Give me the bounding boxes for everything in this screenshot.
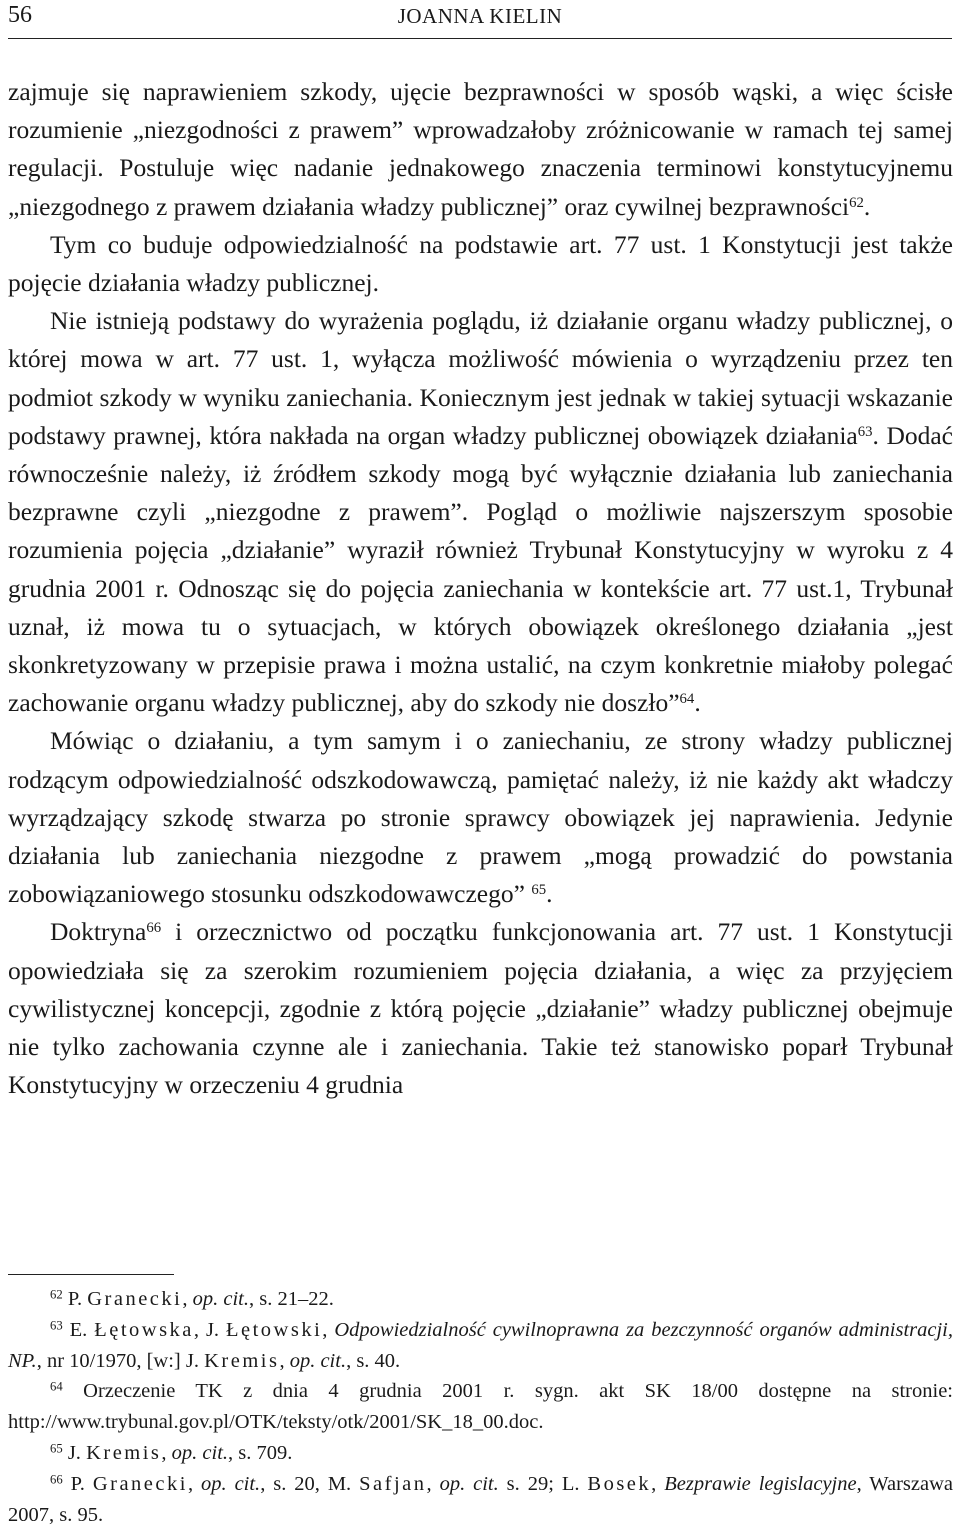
footnote-ref: 63 bbox=[857, 423, 873, 440]
text-segment: Odpowiedzialność cywilnoprawna za bezczynność organów administracji, NP. bbox=[8, 1318, 954, 1372]
text-segment: Granecki bbox=[92, 1472, 188, 1495]
text-segment: op. cit. bbox=[192, 1288, 249, 1310]
text-segment: P. bbox=[62, 1288, 88, 1310]
text-segment: . bbox=[546, 879, 553, 909]
footnotes bbox=[8, 1284, 953, 1530]
footnote-ref: 64 bbox=[50, 1380, 63, 1395]
paragraph bbox=[8, 73, 953, 226]
text-segment: Mówiąc o działaniu, a tym samym i o zaniechaniu, ze strony władzy publicznej rodzącym odpowiedzialność odszkodowawczą, pamiętać należy, iż nie każdy akt władczy wyrządzający szkodę stwarza po stronie sprawcy obowiązek jej naprawienia. Jedynie działania lub zaniechania niezgodne z prawem „mogą prowadzić do powstania zobowiązaniowego stosunku odszkodowawczego” bbox=[8, 726, 953, 909]
text-segment: op. cit. bbox=[201, 1472, 261, 1495]
footnote-ref: 63 bbox=[50, 1318, 63, 1333]
text-segment: Kremis bbox=[204, 1349, 280, 1372]
text-segment: , nr 10/1970, [w:] J. bbox=[36, 1349, 205, 1372]
text-segment: , bbox=[426, 1472, 440, 1495]
text-segment: Doktryna bbox=[50, 917, 147, 947]
footnote-ref: 65 bbox=[50, 1441, 63, 1456]
text-segment: E. bbox=[62, 1318, 95, 1341]
text-segment: Łętowski bbox=[225, 1318, 323, 1341]
running-head: JOANNA KIELIN bbox=[397, 4, 563, 28]
text-segment: zajmuje się naprawieniem szkody, ujęcie bezprawności w sposób wąski, a więc ścisłe rozumienie „niezgodności z prawem” wprowadzałoby zróżnicowanie w ramach tej samej regulacji. Postuluje więc nadanie jednakowego znaczenia terminowi konstytucyjnemu „niezgodnego z prawem działania władzy publicznej” oraz cywilnej bezprawności bbox=[8, 77, 953, 221]
page-number: 56 bbox=[8, 2, 32, 28]
footnote bbox=[8, 1315, 953, 1377]
text-segment: , s. 20, M. bbox=[260, 1472, 360, 1495]
paragraph bbox=[8, 913, 953, 1104]
text-segment: Granecki bbox=[87, 1288, 183, 1310]
text-segment: Orzeczenie TK z dnia 4 grudnia 2001 r. sygn. akt SK 18/00 dostępne na stronie: http://www.trybunal.gov.pl/OTK/teksty/otk/2001/SK_18_00.doc. bbox=[8, 1380, 953, 1434]
text-segment: Safjan bbox=[359, 1472, 427, 1495]
main-text bbox=[8, 73, 953, 1104]
text-segment: Bosek bbox=[587, 1472, 652, 1495]
text-segment: , s. 21–22. bbox=[248, 1288, 334, 1310]
text-segment: J. bbox=[62, 1441, 87, 1464]
text-segment: Bezprawie legislacyjne bbox=[664, 1472, 857, 1495]
text-segment: . bbox=[863, 191, 871, 221]
footnote bbox=[8, 1438, 953, 1469]
text-segment: op. cit. bbox=[289, 1349, 347, 1372]
footnote-ref: 66 bbox=[146, 920, 162, 937]
text-segment: Tym co buduje odpowiedzialność na podstawie art. 77 ust. 1 Konstytucji jest także pojęcie działania władzy publicznej. bbox=[8, 229, 953, 298]
text-segment: op. cit. bbox=[439, 1472, 499, 1495]
text-segment: , bbox=[161, 1441, 172, 1464]
footnote-ref: 64 bbox=[679, 691, 695, 708]
footnote-ref: 62 bbox=[849, 194, 864, 211]
footnote-separator bbox=[8, 1274, 174, 1275]
text-segment: . Dodać równocześnie należy, iż źródłem szkody mogą być wyłącznie działania lub zaniechania bezprawne czyli „niezgodne z prawem”. Pogląd o możliwie najszerszym sposobie rozumienia pojęcia „działanie” wyraził również Trybunał Konstytucyjny w wyroku z 4 grudnia 2001 r. Odnosząc się do pojęcia zaniechania w kontekście art. 77 ust.1, Trybunał uznał, iż mowa tu o sytuacjach, w których obowiązek określonego działania „jest skonkretyzowany w przepisie prawa i można ustalić, na czym konkretnie miałoby polegać zachowanie organu władzy publicznej, aby do szkody nie doszło” bbox=[8, 420, 953, 718]
text-segment: Nie istnieją podstawy do wyrażenia poglądu, iż działanie organu władzy publicznej, o której mowa w art. 77 ust. 1, wyłącza możliwość mówienia o wyrządzeniu przez ten podmiot szkody w wyniku zaniechania. Koniecznym jest jednak w takiej sytuacji wskazanie podstawy prawnej, która nakłada na organ władzy publicznej obowiązek działania bbox=[8, 306, 953, 450]
footnote bbox=[8, 1469, 953, 1531]
text-segment: , s. 40. bbox=[346, 1349, 401, 1372]
text-segment: , Warszawa 2007, s. 95. bbox=[8, 1472, 954, 1526]
text-segment: , bbox=[182, 1288, 193, 1310]
footnote-ref: 62 bbox=[50, 1287, 63, 1302]
paragraph bbox=[8, 722, 953, 913]
text-segment: op. cit. bbox=[171, 1441, 229, 1464]
text-segment: , bbox=[187, 1472, 202, 1495]
text-segment: Łętowska bbox=[94, 1318, 194, 1341]
text-segment: i orzecznictwo od początku funkcjonowania art. 77 ust. 1 Konstytucji opowiedziała się za szerokim rozumieniem pojęcia działania, a więc za przyjęciem cywilistycznej koncepcji, zgodnie z którą pojęcie „działanie” władzy publicznej obejmuje nie tylko zachowania czynne ale i zaniechania. Takie też stanowisko poparł Trybunał Konstytucyjny w orzeczeniu 4 grudnia bbox=[8, 917, 953, 1100]
footnote-ref: 65 bbox=[531, 882, 547, 899]
text-segment: Kremis bbox=[86, 1441, 162, 1464]
text-segment: , s. 709. bbox=[228, 1441, 293, 1464]
page-header bbox=[8, 0, 952, 39]
paragraph bbox=[8, 226, 953, 302]
text-segment: s. 29; L. bbox=[498, 1472, 588, 1495]
text-segment: , bbox=[322, 1318, 335, 1341]
text-segment: , bbox=[279, 1349, 290, 1372]
footnote bbox=[8, 1376, 953, 1438]
text-segment: , bbox=[651, 1472, 665, 1495]
text-segment: , J. bbox=[193, 1318, 226, 1341]
text-segment: P. bbox=[62, 1472, 93, 1495]
text-segment: . bbox=[694, 688, 701, 718]
footnote-ref: 66 bbox=[50, 1472, 63, 1487]
footnote bbox=[8, 1284, 953, 1315]
paragraph bbox=[8, 302, 953, 722]
